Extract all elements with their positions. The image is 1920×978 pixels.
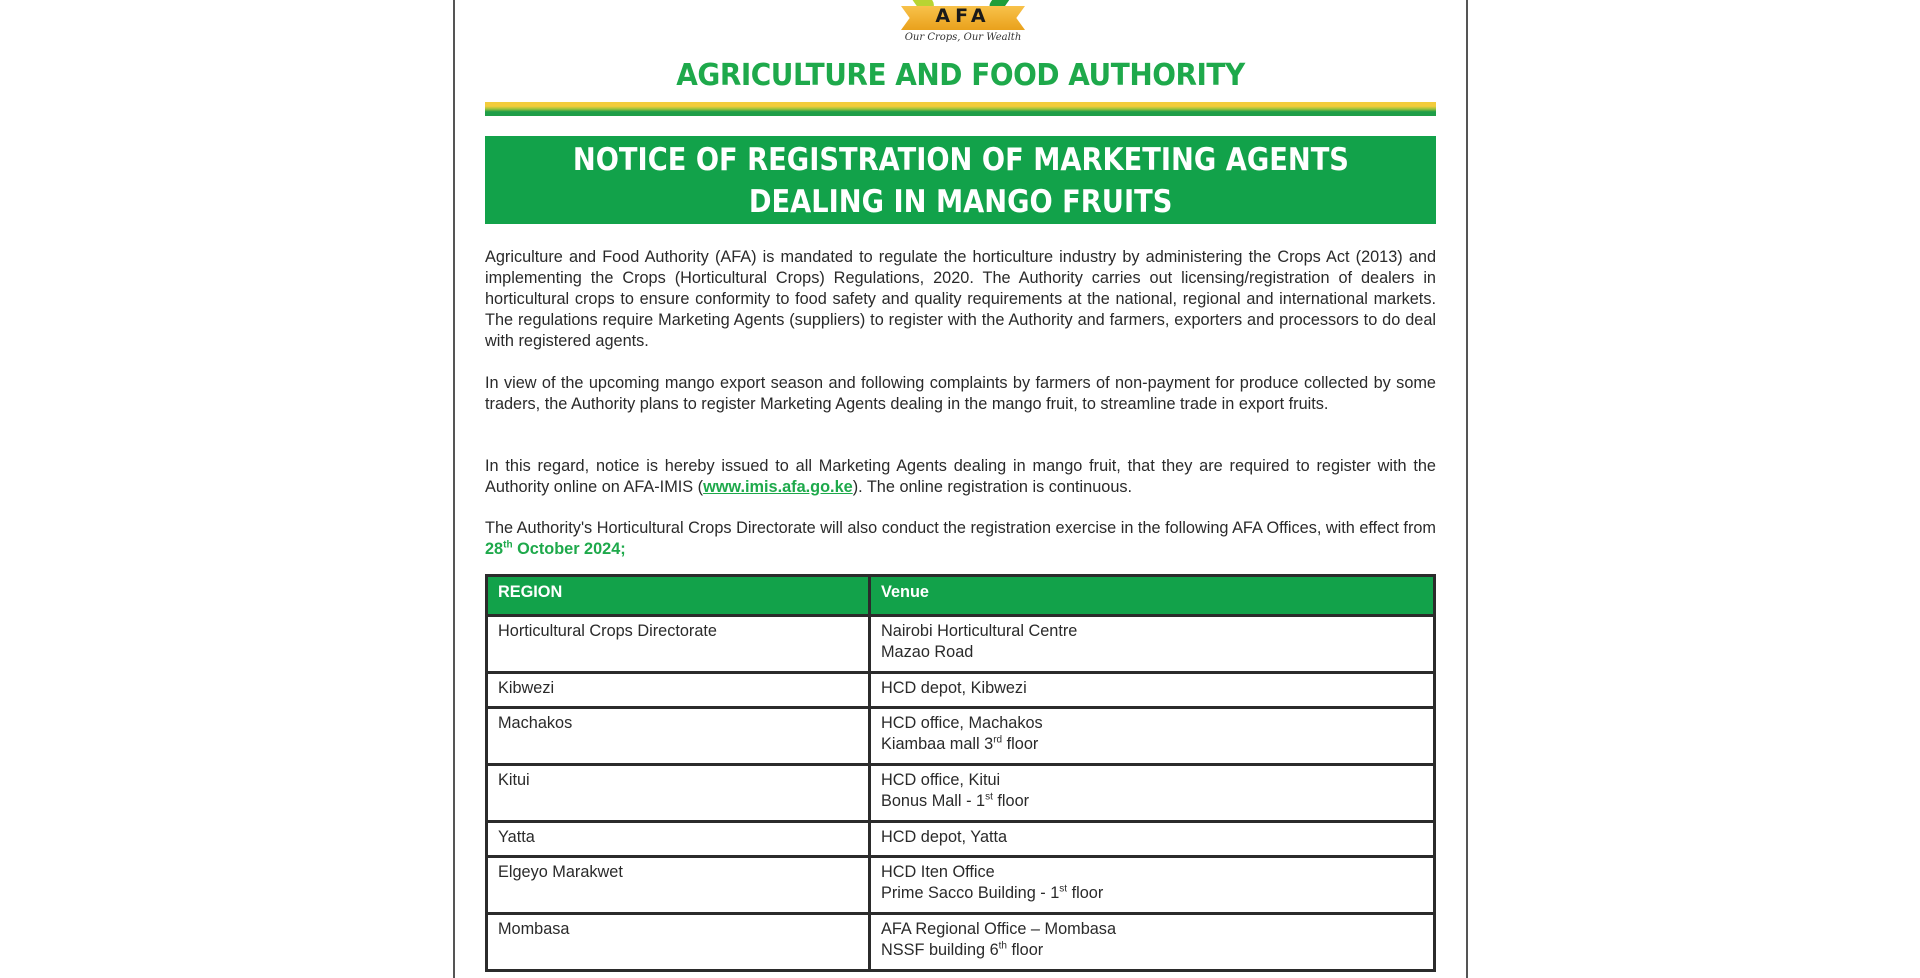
table-row	[487, 914, 1435, 971]
table-row	[487, 708, 1435, 765]
venue-line1: Nairobi Horticultural Centre	[881, 622, 1078, 640]
table-header-row	[487, 576, 1435, 616]
venue-cell	[870, 673, 1435, 708]
date-suffix: th	[503, 539, 513, 551]
venue-cell	[870, 822, 1435, 857]
table-row	[487, 765, 1435, 822]
venue-line1: HCD office, Kitui	[881, 771, 1001, 789]
venue-line1: AFA Regional Office – Mombasa	[881, 920, 1116, 938]
effective-date	[485, 540, 626, 558]
organization-title: AGRICULTURE AND FOOD AUTHORITY	[676, 58, 1245, 93]
region-cell: Machakos	[487, 708, 870, 765]
venue-cell	[870, 616, 1435, 673]
date-day: 28	[485, 540, 504, 558]
notice-title-line1: NOTICE OF REGISTRATION OF MARKETING AGENTS	[572, 142, 1349, 178]
notice-title-line2: DEALING IN MANGO FRUITS	[748, 184, 1173, 220]
venue-cell	[870, 708, 1435, 765]
venue-line2: NSSF building 6	[881, 941, 999, 959]
venue-line2: Mazao Road	[881, 643, 974, 661]
venue-line1: HCD office, Machakos	[881, 714, 1043, 732]
date-month-year: October 2024;	[512, 540, 626, 558]
table-row	[487, 673, 1435, 708]
paragraph-context: In view of the upcoming mango export season and following complaints by farmers of non-payment for produce collected by some traders, the Authority plans to register Marketing Agents dealing in the mango fruit, to streamline trade in export fruits.	[485, 374, 1436, 413]
table-row	[487, 857, 1435, 914]
venue-cell	[870, 765, 1435, 822]
region-cell: Kibwezi	[487, 673, 870, 708]
venue-line2-end: floor	[1002, 735, 1039, 753]
table-row	[487, 616, 1435, 673]
notice-page	[453, 0, 1468, 978]
venue-line2: Prime Sacco Building - 1	[881, 884, 1060, 902]
region-cell: Kitui	[487, 765, 870, 822]
venue-line1: HCD Iten Office	[881, 863, 995, 881]
registration-venues-table	[485, 574, 1436, 972]
p4-text-before: The Authority's Horticultural Crops Directorate will also conduct the registration exercise in the following AFA Offices, with effect from	[485, 519, 1436, 537]
paragraph-online-registration	[485, 456, 1436, 498]
header-stripe	[485, 102, 1436, 116]
venue-line2-end: floor	[1067, 884, 1104, 902]
venue-line2: Kiambaa mall 3	[881, 735, 994, 753]
venue-line1: HCD depot, Kibwezi	[881, 679, 1027, 697]
paragraph-offices	[485, 518, 1436, 560]
notice-title-banner	[485, 136, 1436, 224]
floor-suffix: st	[1059, 883, 1068, 895]
p3-text-after: ). The online registration is continuous.	[852, 478, 1133, 496]
venue-line1: HCD depot, Yatta	[881, 828, 1008, 846]
column-header-venue: Venue	[870, 576, 1435, 616]
afa-logo	[893, 0, 1033, 50]
region-cell: Mombasa	[487, 914, 870, 971]
logo-tagline: Our Crops, Our Wealth	[904, 32, 1022, 43]
logo-text: AFA	[935, 5, 991, 27]
venue-line2: Bonus Mall - 1	[881, 792, 986, 810]
venue-line2-end: floor	[992, 792, 1030, 810]
column-header-region: REGION	[487, 576, 870, 616]
region-cell: Yatta	[487, 822, 870, 857]
imis-link[interactable]: www.imis.afa.go.ke	[703, 478, 853, 496]
venue-cell	[870, 914, 1435, 971]
floor-suffix: th	[998, 940, 1007, 952]
p3-text-before: In this regard, notice is hereby issued to all Marketing Agents dealing in mango fruit, that they are required to register with the Authority online on AFA-IMIS (	[485, 457, 1436, 496]
region-cell: Elgeyo Marakwet	[487, 857, 870, 914]
venue-cell	[870, 857, 1435, 914]
floor-suffix: rd	[993, 734, 1003, 746]
floor-suffix: st	[985, 791, 993, 803]
region-cell: Horticultural Crops Directorate	[487, 616, 870, 673]
paragraph-mandate: Agriculture and Food Authority (AFA) is mandated to regulate the horticulture industry by administering the Crops Act (2013) and implementing the Crops (Horticultural Crops) Regulations, 2020. The Authority carries out licensing/registration of dealers in horticultural crops to ensure conformity to food safety and quality requirements at the national, regional and international markets. The regulations require Marketing Agents (suppliers) to register with the Authority and farmers, exporters and processors to do deal with registered agents.	[485, 248, 1436, 350]
venue-line2-end: floor	[1007, 941, 1044, 959]
table-row	[487, 822, 1435, 857]
